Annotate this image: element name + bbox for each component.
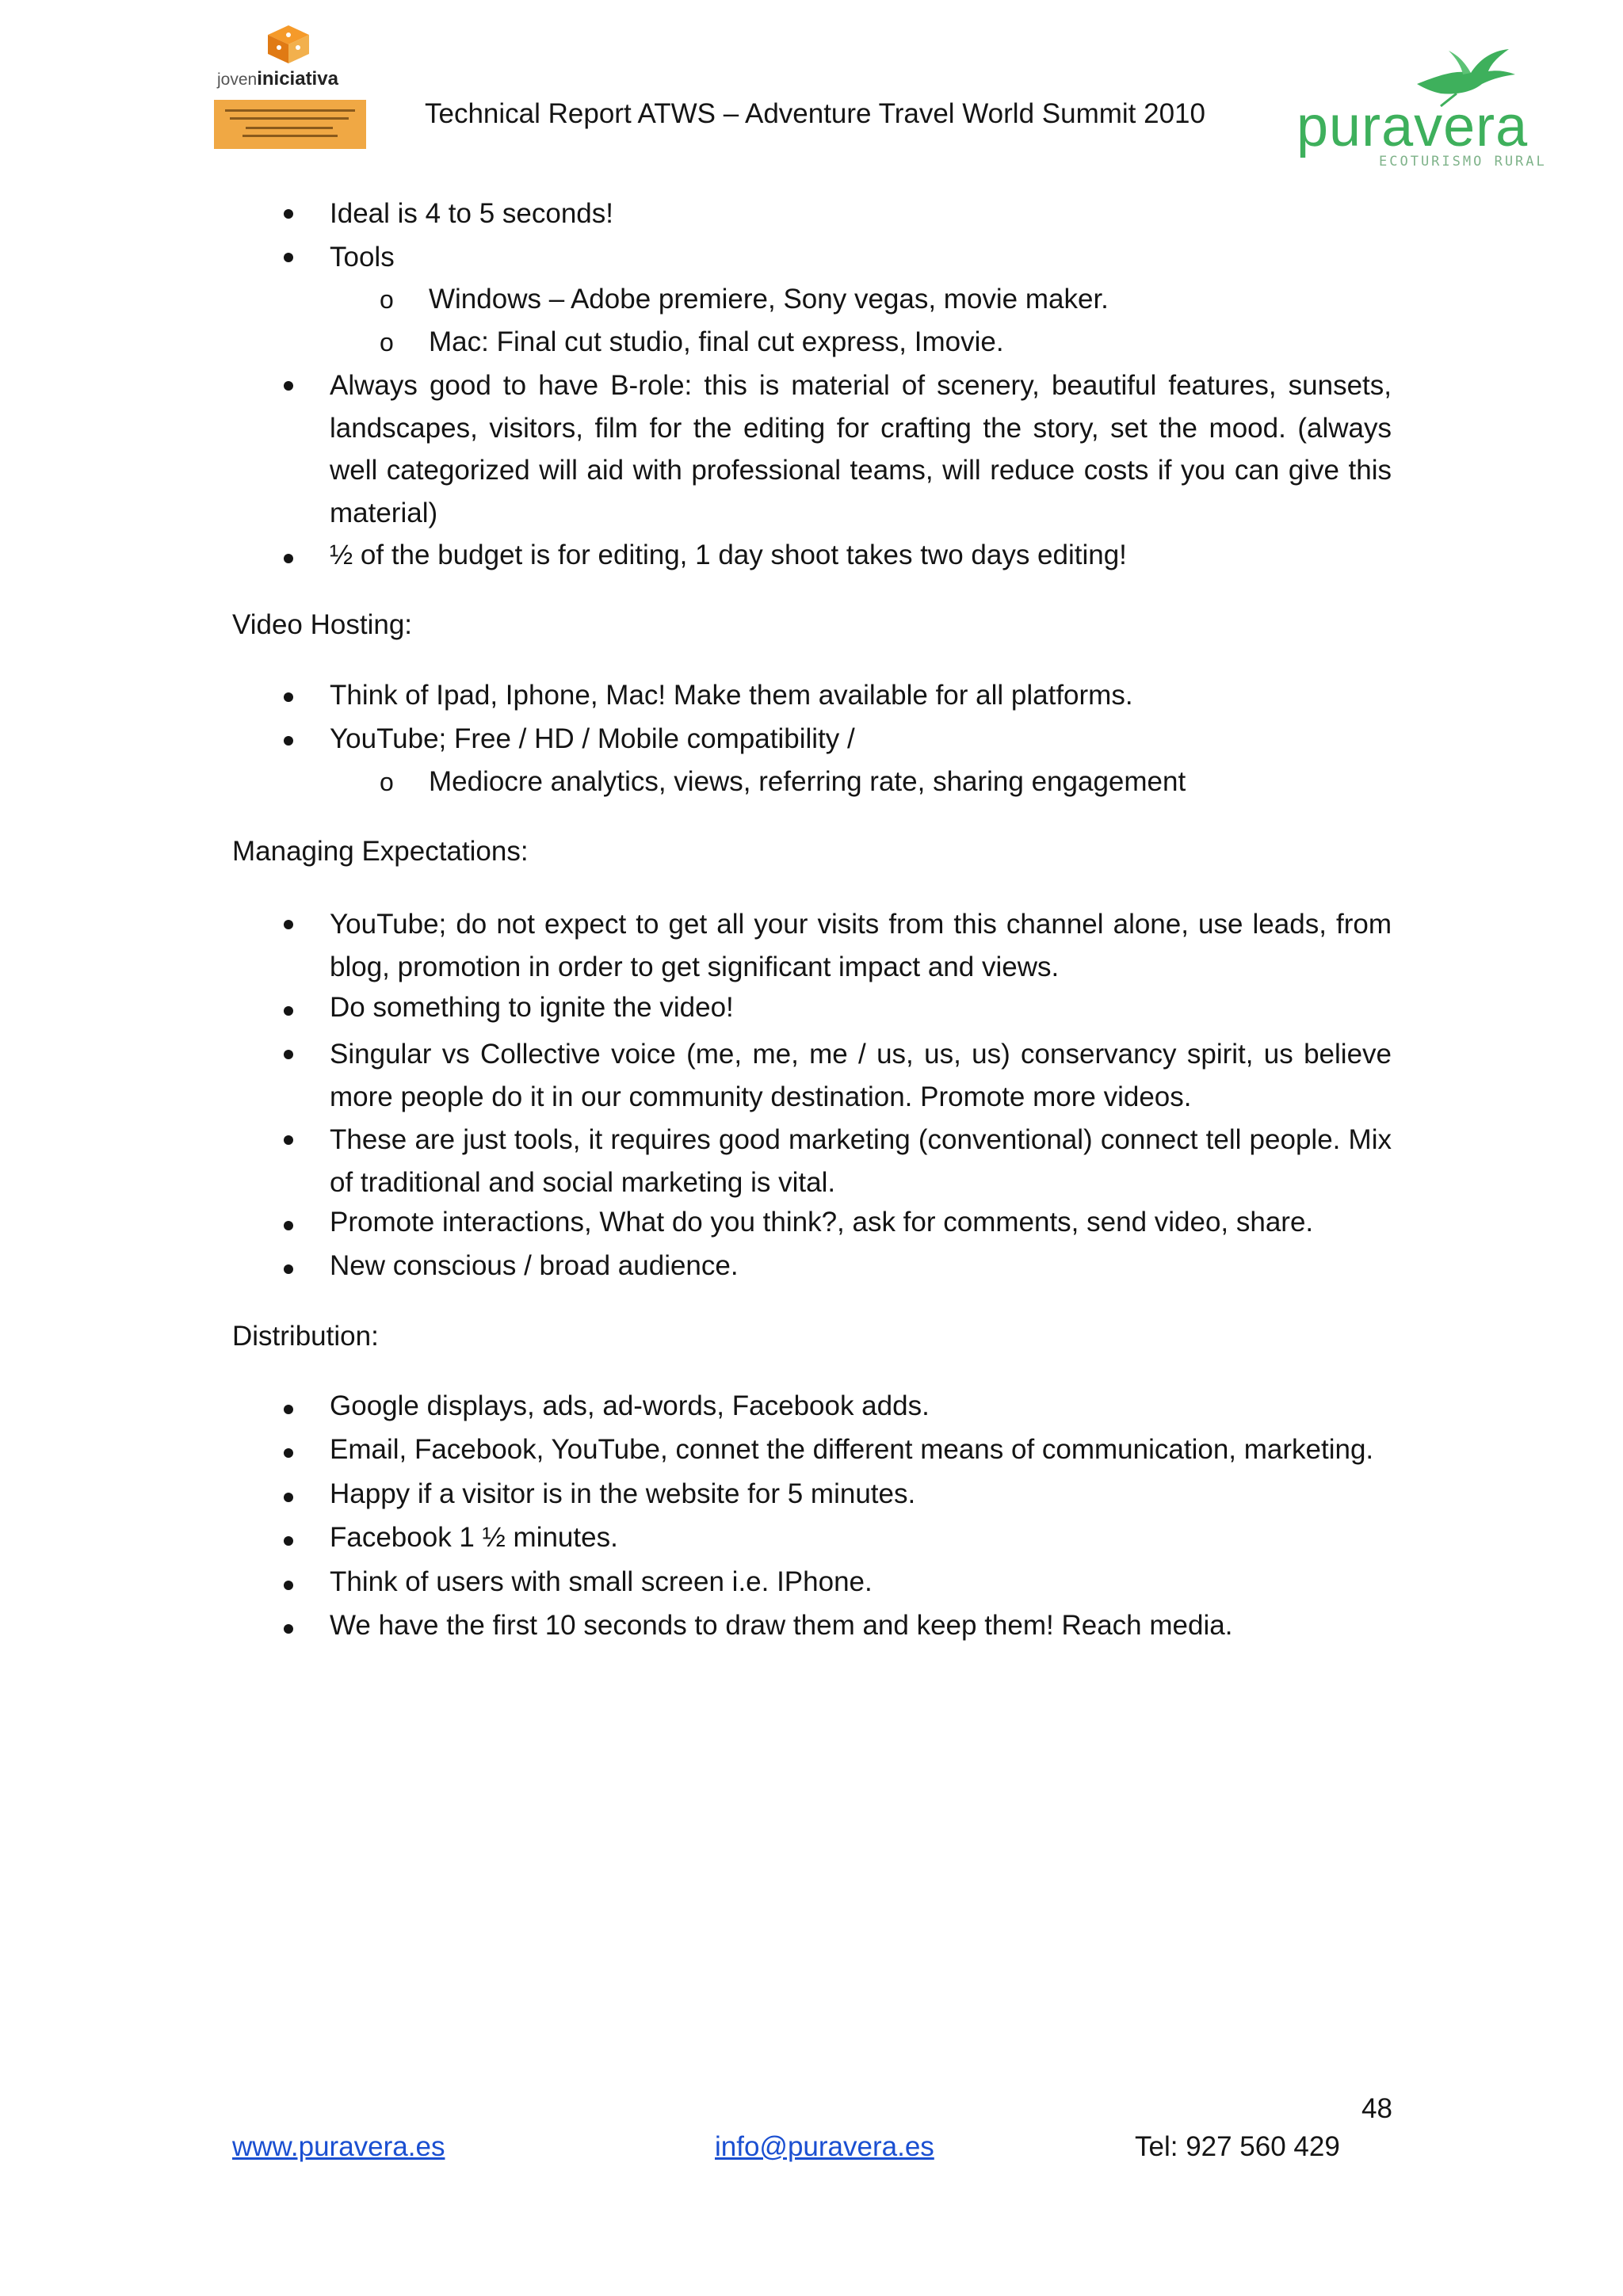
bullet-icon [284, 920, 293, 929]
list-item: YouTube; Free / HD / Mobile compatibility / [330, 723, 855, 754]
bullet-icon [284, 1405, 293, 1414]
puravera-tagline: ECOTURISMO RURAL [1379, 154, 1547, 170]
cube-logo-icon [265, 24, 312, 65]
list-item: Facebook 1 ½ minutes. [330, 1522, 618, 1553]
bullet-icon [284, 253, 293, 262]
bullet-icon [284, 1581, 293, 1590]
logo-wordmark [217, 68, 338, 90]
list-subitem: Mac: Final cut studio, final cut express, Imovie. [429, 326, 1004, 357]
bullet-icon [284, 692, 293, 702]
list-item: Promote interactions, What do you think?, ask for comments, send video, share. [330, 1207, 1314, 1238]
logo-wordmark-main: iniciativa [257, 68, 338, 90]
bullet-icon [284, 554, 293, 563]
bullet-icon [284, 1624, 293, 1634]
list-item: Think of Ipad, Iphone, Mac! Make them available for all platforms. [330, 680, 1133, 711]
bullet-icon [284, 1006, 293, 1016]
list-item: New conscious / broad audience. [330, 1250, 739, 1281]
list-subitem: Mediocre analytics, views, referring rate, sharing engagement [429, 766, 1186, 797]
logo-info-plate [214, 100, 366, 149]
section-heading: Managing Expectations: [232, 836, 529, 867]
list-item: Tools [330, 242, 395, 273]
phone-number: Tel: 927 560 429 [1135, 2131, 1340, 2162]
section-heading: Distribution: [232, 1321, 379, 1352]
page-number: 48 [1361, 2093, 1392, 2124]
bullet-icon [284, 1448, 293, 1458]
list-item: Think of users with small screen i.e. IPhone. [330, 1566, 873, 1597]
list-item: YouTube; do not expect to get all your visits from this channel alone, use leads, from blog, promotion in order to get significant impact and views. [330, 909, 1392, 982]
bullet-icon [284, 1050, 293, 1059]
sub-bullet-icon: o [380, 285, 394, 314]
list-item: These are just tools, it requires good marketing (conventional) connect tell people. Mix of traditional and social marketing is vital. [330, 1124, 1392, 1198]
bullet-icon [284, 1493, 293, 1502]
list-item: Singular vs Collective voice (me, me, me / us, us, us) conservancy spirit, us believe more people do it in our community destination. Promote more videos. [330, 1039, 1392, 1112]
list-item: ½ of the budget is for editing, 1 day shoot takes two days editing! [330, 540, 1127, 570]
website-link[interactable]: www.puravera.es [232, 2131, 445, 2162]
bullet-icon [284, 381, 293, 391]
list-item: Google displays, ads, ad-words, Facebook adds. [330, 1390, 930, 1421]
sub-bullet-icon: o [380, 768, 394, 796]
email-link[interactable]: info@puravera.es [715, 2131, 934, 2162]
bullet-icon [284, 209, 293, 219]
sub-bullet-icon: o [380, 328, 394, 357]
bullet-icon [284, 736, 293, 746]
list-item: Do something to ignite the video! [330, 992, 734, 1023]
list-item: Email, Facebook, YouTube, connet the different means of communication, marketing. [330, 1434, 1374, 1465]
section-heading: Video Hosting: [232, 609, 413, 640]
list-subitem: Windows – Adobe premiere, Sony vegas, movie maker. [429, 284, 1109, 315]
bullet-icon [284, 1536, 293, 1546]
list-item: We have the first 10 seconds to draw them and keep them! Reach media. [330, 1610, 1233, 1641]
list-item: Ideal is 4 to 5 seconds! [330, 198, 613, 229]
bullet-icon [284, 1264, 293, 1274]
bullet-icon [284, 1135, 293, 1145]
logo-wordmark-prefix: joven [217, 71, 258, 89]
puravera-brand: puravera [1296, 95, 1529, 158]
list-item: Happy if a visitor is in the website for 5 minutes. [330, 1478, 916, 1509]
report-title: Technical Report ATWS – Adventure Travel World Summit 2010 [425, 98, 1205, 129]
list-item: Always good to have B-role: this is material of scenery, beautiful features, sunsets, landscapes, visitors, film for the editing for crafting the story, set the mood. (always well categorized will aid with professional teams, will reduce costs if you can give this material) [330, 370, 1392, 528]
puravera-logo [1290, 46, 1547, 173]
bullet-icon [284, 1221, 293, 1230]
joven-iniciativa-logo [214, 24, 366, 149]
